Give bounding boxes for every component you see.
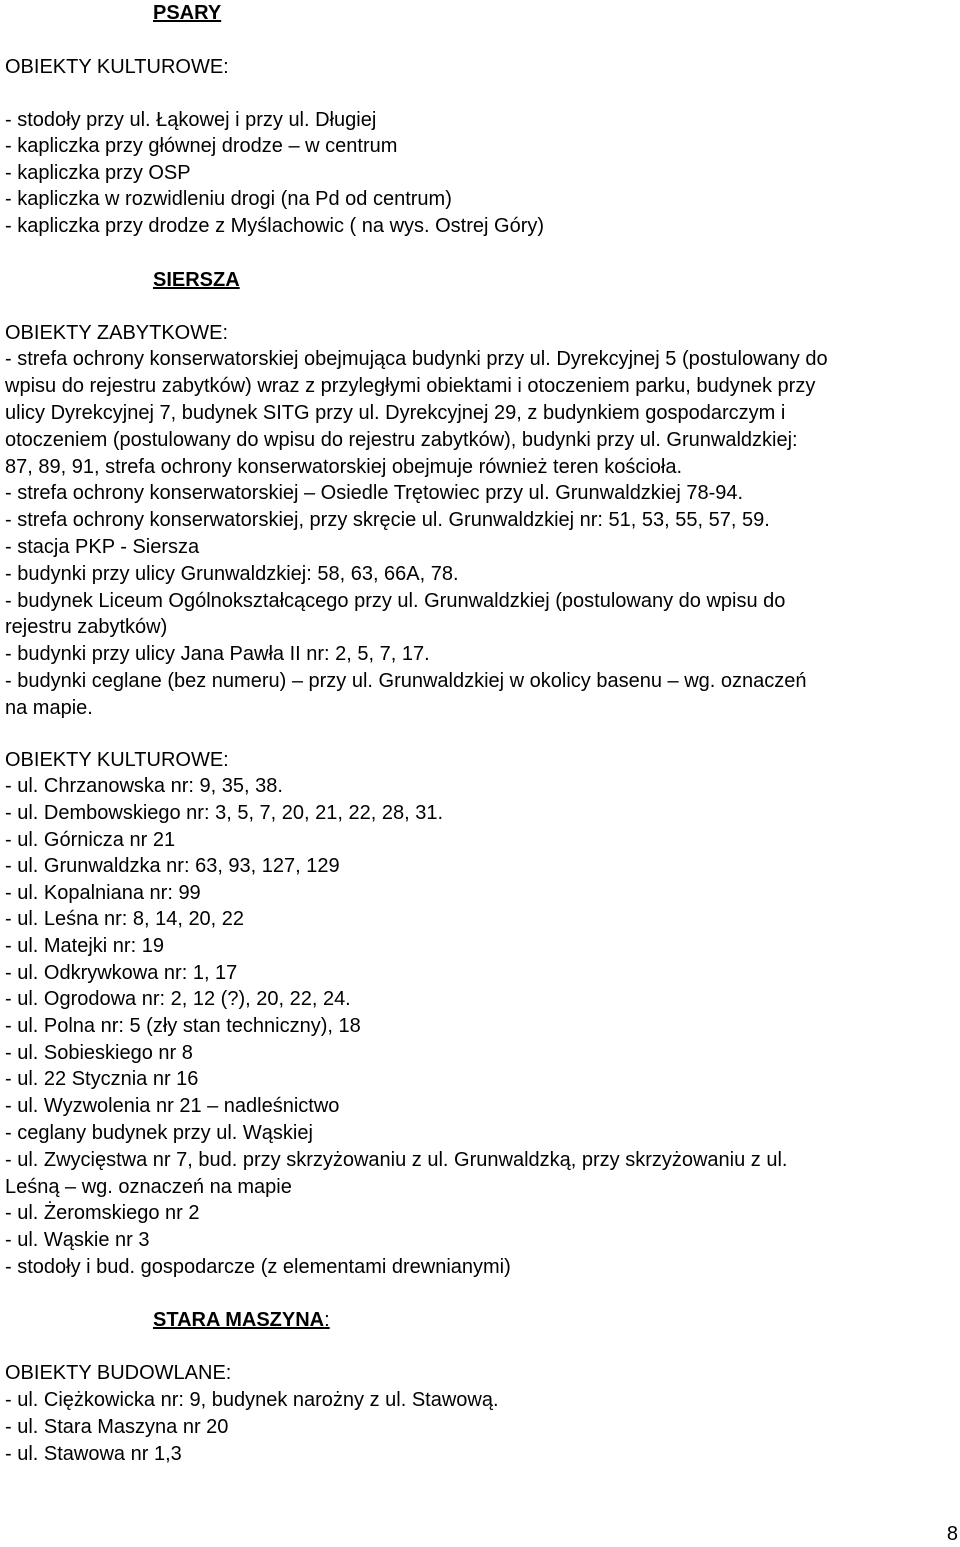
list-item: - budynki ceglane (bez numeru) – przy ul. Grunwaldzkiej w okolicy basenu – wg. oznaczeń <box>5 670 807 692</box>
list-item: - stacja PKP - Siersza <box>5 536 200 558</box>
list-item: - ul. Polna nr: 5 (zły stan techniczny), 18 <box>5 1015 361 1037</box>
list-item: - ul. 22 Stycznia nr 16 <box>5 1068 199 1090</box>
list-item: - ul. Stawowa nr 1,3 <box>5 1443 182 1465</box>
paragraph-line: 87, 89, 91, strefa ochrony konserwatorskiej obejmuje również teren kościoła. <box>5 456 683 478</box>
list-item: - ul. Wąskie nr 3 <box>5 1229 150 1251</box>
list-item: - ul. Chrzanowska nr: 9, 35, 38. <box>5 775 283 797</box>
section-title-stara-maszyna: STARA MASZYNA: <box>153 1309 330 1331</box>
list-item: - ul. Odkrywkowa nr: 1, 17 <box>5 962 238 984</box>
list-item: - budynki przy ulicy Jana Pawła II nr: 2, 5, 7, 17. <box>5 643 430 665</box>
list-item: - kapliczka w rozwidleniu drogi (na Pd od centrum) <box>5 188 452 210</box>
list-item: - kapliczka przy OSP <box>5 162 191 184</box>
list-item: - ceglany budynek przy ul. Wąskiej <box>5 1122 313 1144</box>
list-item: - budynki przy ulicy Grunwaldzkiej: 58, 63, 66A, 78. <box>5 563 459 585</box>
list-item: rejestru zabytków) <box>5 616 168 638</box>
section-title-siersza: SIERSZA <box>153 269 240 291</box>
heading-siersza-zabytkowe: OBIEKTY ZABYTKOWE: <box>5 322 229 344</box>
list-item: - ul. Kopalniana nr: 99 <box>5 882 201 904</box>
heading-psary-kulturowe: OBIEKTY KULTUROWE: <box>5 56 229 78</box>
list-item: - ul. Górnicza nr 21 <box>5 829 176 851</box>
paragraph-line: - strefa ochrony konserwatorskiej obejmująca budynki przy ul. Dyrekcyjnej 5 (postulowany do <box>5 348 828 370</box>
list-item: - ul. Stara Maszyna nr 20 <box>5 1416 229 1438</box>
list-item: - ul. Zwycięstwa nr 7, bud. przy skrzyżowaniu z ul. Grunwaldzką, przy skrzyżowaniu z ul. <box>5 1149 788 1171</box>
list-item: na mapie. <box>5 697 93 719</box>
list-item: Leśną – wg. oznaczeń na mapie <box>5 1176 292 1198</box>
list-item: - ul. Żeromskiego nr 2 <box>5 1202 200 1224</box>
page-number: 8 <box>946 1523 958 1545</box>
list-item: - ul. Grunwaldzka nr: 63, 93, 127, 129 <box>5 855 340 877</box>
list-item: - ul. Leśna nr: 8, 14, 20, 22 <box>5 908 245 930</box>
list-item: - kapliczka przy drodze z Myślachowic ( na wys. Ostrej Góry) <box>5 215 545 237</box>
heading-stara-maszyna-budowlane: OBIEKTY BUDOWLANE: <box>5 1362 232 1384</box>
list-item: - ul. Sobieskiego nr 8 <box>5 1042 193 1064</box>
paragraph-line: ulicy Dyrekcyjnej 7, budynek SITG przy ul. Dyrekcyjnej 29, z budynkiem gospodarczym i <box>5 402 786 424</box>
heading-siersza-kulturowe: OBIEKTY KULTUROWE: <box>5 749 229 771</box>
list-item: - budynek Liceum Ogólnokształcącego przy ul. Grunwaldzkiej (postulowany do wpisu do <box>5 590 786 612</box>
paragraph-line: otoczeniem (postulowany do wpisu do rejestru zabytków), budynki przy ul. Grunwaldzkiej: <box>5 429 798 451</box>
list-item: - stodoły i bud. gospodarcze (z elementami drewnianymi) <box>5 1256 511 1278</box>
list-item: - ul. Ogrodowa nr: 2, 12 (?), 20, 22, 24. <box>5 988 351 1010</box>
list-item: - ul. Wyzwolenia nr 21 – nadleśnictwo <box>5 1095 340 1117</box>
list-item: - strefa ochrony konserwatorskiej – Osiedle Trętowiec przy ul. Grunwaldzkiej 78-94. <box>5 482 744 504</box>
list-item: - ul. Matejki nr: 19 <box>5 935 164 957</box>
list-item: - ul. Ciężkowicka nr: 9, budynek narożny z ul. Stawową. <box>5 1389 499 1411</box>
list-item: - ul. Dembowskiego nr: 3, 5, 7, 20, 21, 22, 28, 31. <box>5 802 444 824</box>
list-item: - stodoły przy ul. Łąkowej i przy ul. Długiej <box>5 109 377 131</box>
list-item: - strefa ochrony konserwatorskiej, przy skręcie ul. Grunwaldzkiej nr: 51, 53, 55, 57, 59. <box>5 509 770 531</box>
paragraph-line: wpisu do rejestru zabytków) wraz z przyległymi obiektami i otoczeniem parku, budynek przy <box>5 375 816 397</box>
list-item: - kapliczka przy głównej drodze – w centrum <box>5 135 398 157</box>
section-title-psary: PSARY <box>153 2 222 24</box>
